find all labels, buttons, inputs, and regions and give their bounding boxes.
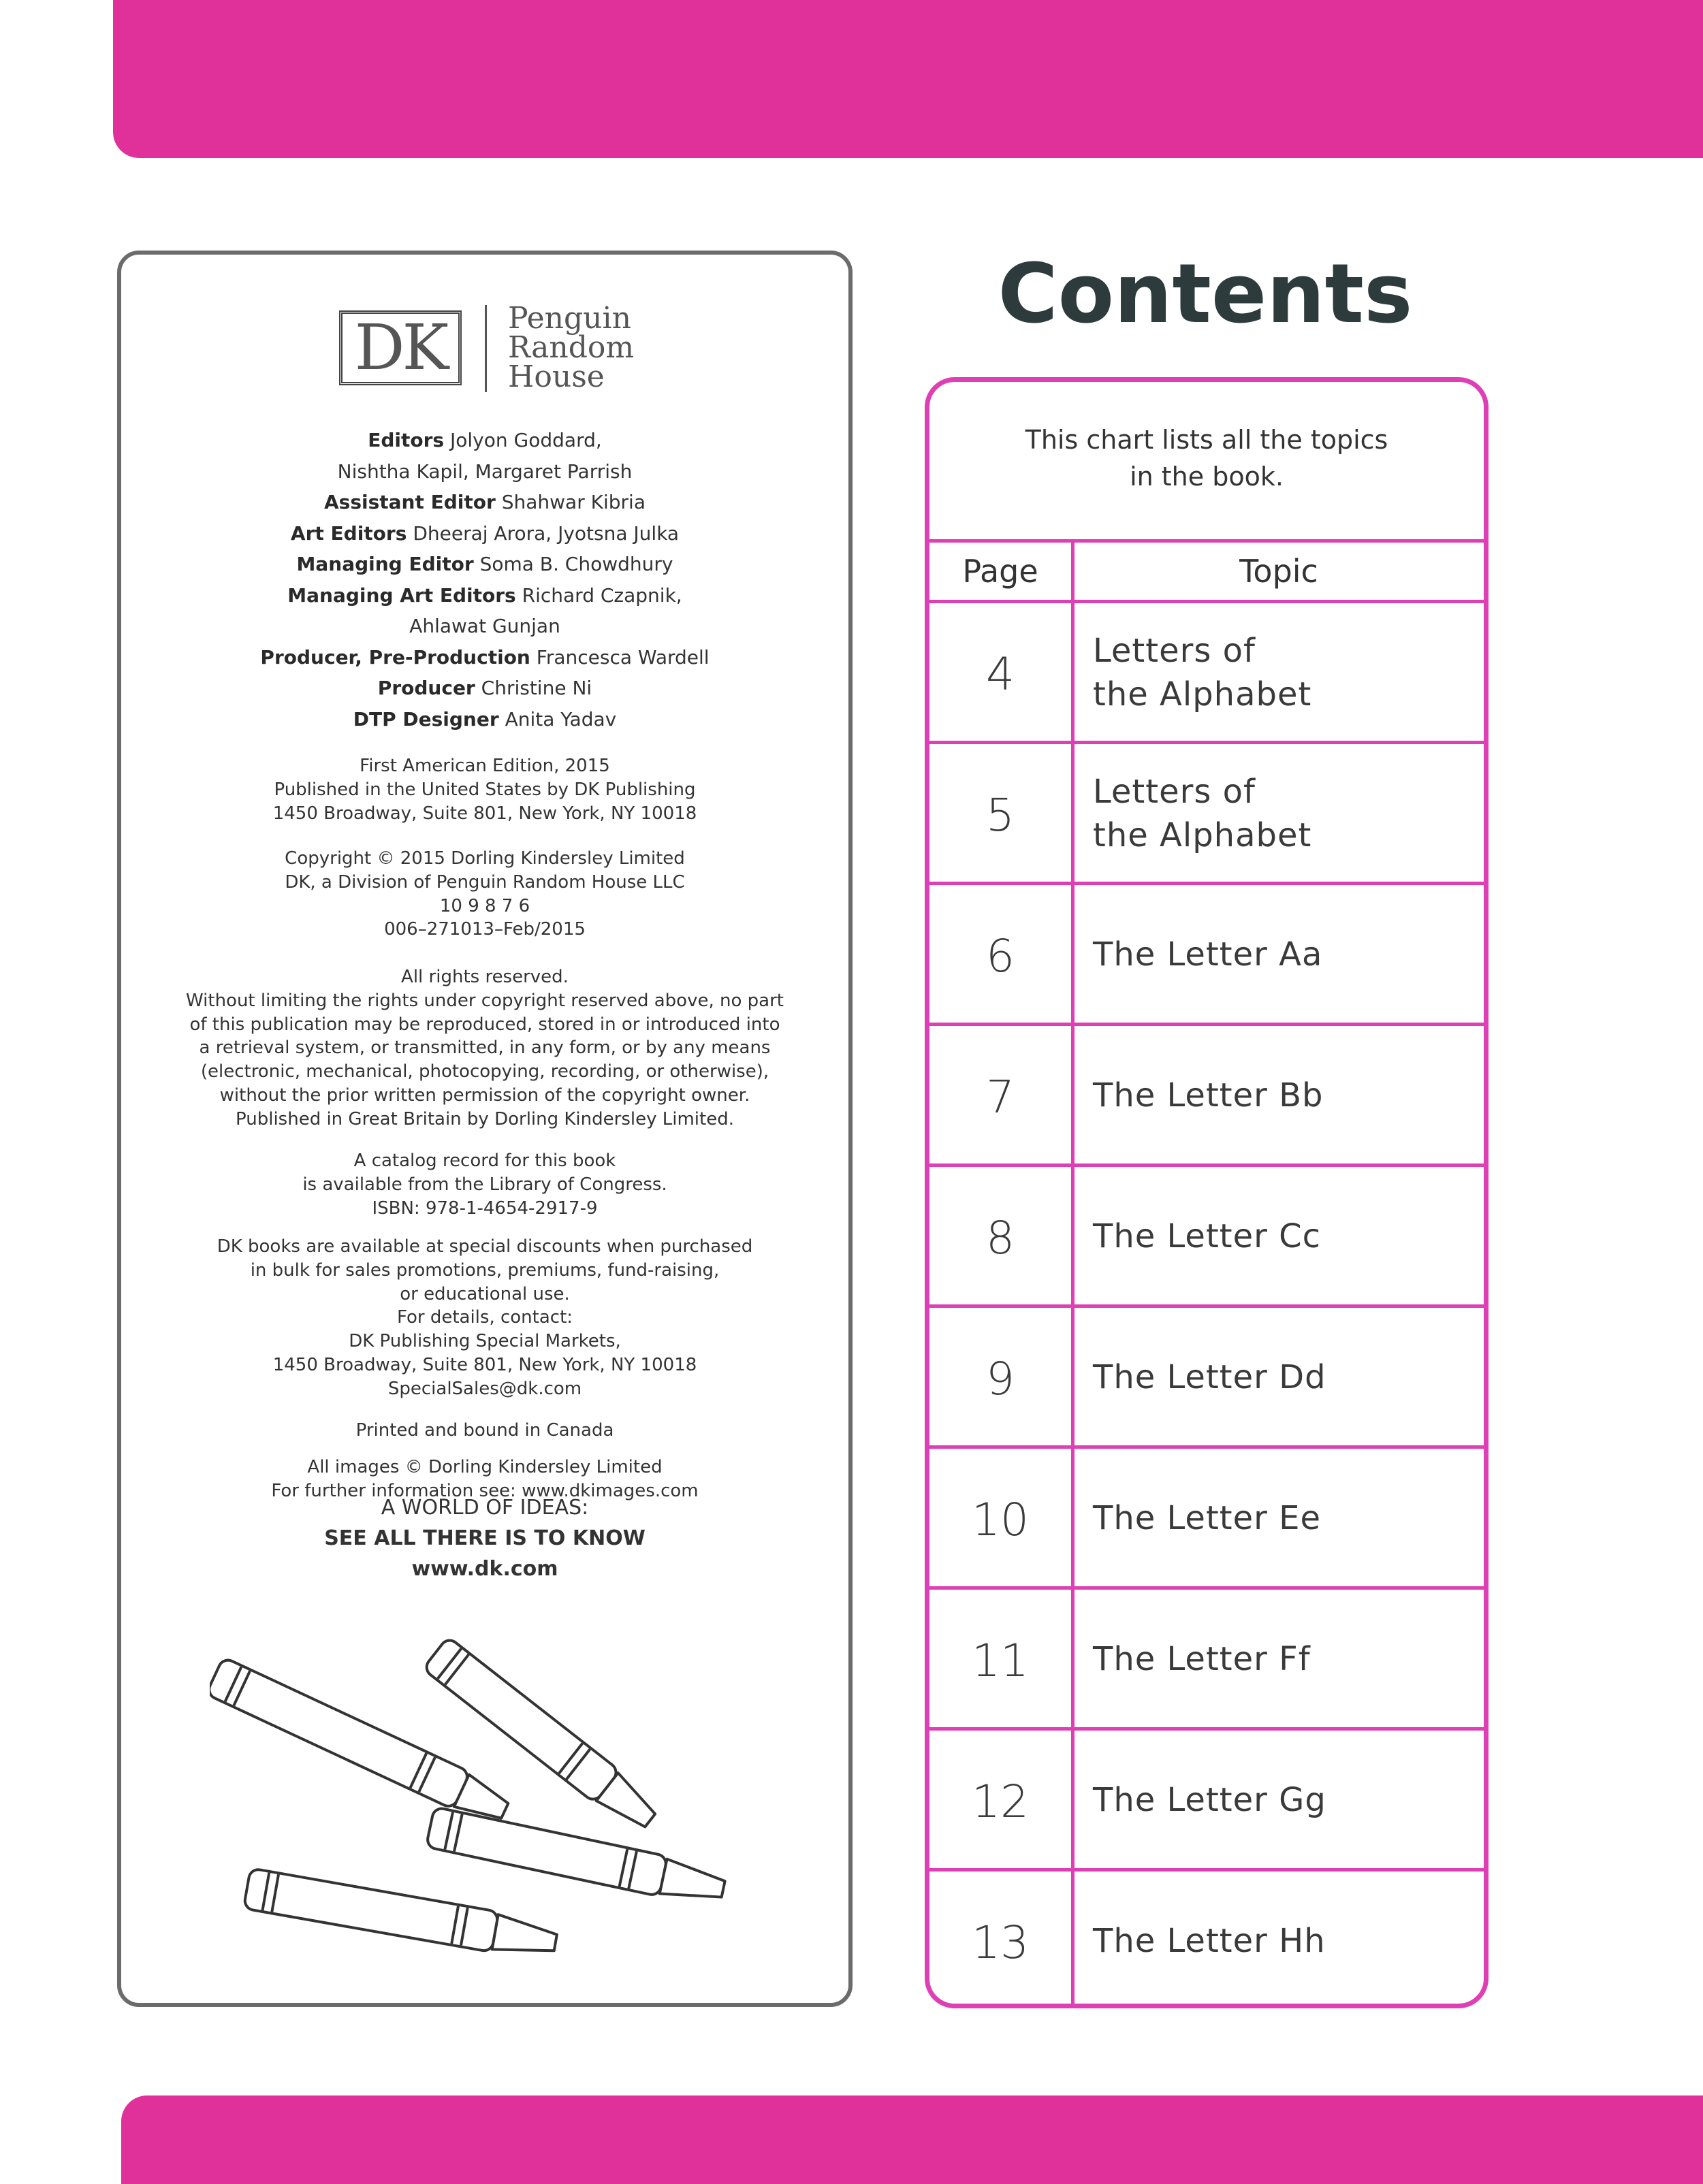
table-row: [929, 744, 1484, 882]
slogan-line: SEE ALL THERE IS TO KNOW: [324, 1526, 646, 1550]
header-topic: Topic: [1239, 553, 1318, 590]
prh-line: House: [508, 359, 605, 394]
row-topic: The Letter Ee: [1093, 1499, 1321, 1537]
table-row: [929, 1872, 1484, 2008]
rights-block: [121, 965, 848, 1131]
slogan-block: [121, 1492, 848, 1584]
rights-line: All rights reserved.: [401, 967, 569, 987]
copyright-block: [121, 847, 848, 942]
dk-logo: DK: [339, 310, 462, 385]
row-page: 5: [986, 789, 1015, 841]
row-page: 8: [986, 1212, 1015, 1264]
row-page: 4: [986, 648, 1015, 701]
edition-line: Published in the United States by DK Publishing: [274, 779, 696, 800]
rights-line: Without limiting the rights under copyright reserved above, no part: [186, 990, 784, 1011]
row-topic: The Letter Dd: [1093, 1358, 1326, 1396]
sales-line: DK Publishing Special Markets,: [349, 1331, 621, 1352]
printed-note: [121, 1419, 848, 1443]
copyright-line: 006–271013–Feb/2015: [384, 919, 586, 940]
sales-line: or educational use.: [400, 1283, 570, 1304]
edition-line: 1450 Broadway, Suite 801, New York, NY 10018: [272, 803, 697, 824]
page-title: Contents: [998, 247, 1413, 342]
table-row: [929, 1590, 1484, 1727]
row-topic: [1093, 770, 1474, 857]
table-row: [929, 1308, 1484, 1445]
images-line: All images © Dorling Kindersley Limited: [307, 1457, 663, 1477]
edition-block: [121, 754, 848, 825]
catalog-block: [121, 1149, 848, 1220]
credit-line: Ahlawat Gunjan: [409, 615, 560, 637]
credit-line: Art Editors Dheeraj Arora, Jyotsna Julka: [290, 521, 680, 545]
prh-logo: [508, 301, 635, 394]
catalog-line: is available from the Library of Congress.: [302, 1174, 667, 1195]
row-topic: The Letter Hh: [1093, 1922, 1326, 1960]
row-topic: The Letter Gg: [1093, 1781, 1326, 1819]
credit-line: DTP Designer Anita Yadav: [353, 707, 617, 730]
topic-line: the Alphabet: [1093, 816, 1312, 854]
rights-line: Published in Great Britain by Dorling Kindersley Limited.: [236, 1108, 734, 1129]
row-page: 9: [986, 1353, 1015, 1405]
sales-line: in bulk for sales promotions, premiums, fund-raising,: [250, 1259, 720, 1281]
credit-line: Nishtha Kapil, Margaret Parrish: [337, 460, 633, 483]
rights-line: (electronic, mechanical, photocopying, recording, or otherwise),: [200, 1061, 769, 1082]
row-page: 7: [986, 1071, 1015, 1123]
rights-line: of this publication may be reproduced, stored in or introduced into: [189, 1014, 780, 1035]
top-color-band: [113, 0, 1703, 158]
bottom-color-band: [121, 2095, 1703, 2184]
images-line: For further information see: www.dkimages.com: [271, 1480, 699, 1501]
table-row: [929, 1167, 1484, 1304]
sales-line: DK books are available at special discounts when purchased: [217, 1236, 753, 1257]
catalog-line: A catalog record for this book: [353, 1151, 616, 1171]
row-topic: [1093, 629, 1474, 716]
row-topic: The Letter Ff: [1093, 1640, 1311, 1678]
prh-line: Random: [508, 330, 635, 365]
intro-line: This chart lists all the topics: [1025, 425, 1388, 455]
table-intro: [929, 421, 1484, 495]
credit-line: Producer, Pre-Production Francesca Wardell: [260, 645, 710, 669]
dk-url-link[interactable]: www.dk.com: [411, 1557, 558, 1581]
table-row: [929, 885, 1484, 1023]
table-row: [929, 1449, 1484, 1586]
logo-divider: [485, 305, 487, 392]
row-page: 12: [972, 1776, 1029, 1828]
table-row: [929, 1026, 1484, 1163]
catalog-line: ISBN: 978-1-4654-2917-9: [372, 1198, 598, 1219]
intro-line: in the book.: [1130, 462, 1284, 492]
credit-line: Managing Editor Soma B. Chowdhury: [296, 553, 673, 575]
sales-line: For details, contact:: [396, 1307, 573, 1328]
row-page: 6: [986, 930, 1015, 982]
topic-line: Letters of: [1093, 632, 1256, 670]
printed-line: Printed and bound in Canada: [355, 1420, 614, 1441]
prh-line: Penguin: [508, 301, 631, 336]
crayons-illustration: [210, 1630, 795, 1970]
copyright-line: Copyright © 2015 Dorling Kindersley Limited: [285, 848, 685, 869]
rights-line: a retrieval system, or transmitted, in any form, or by any means: [199, 1038, 771, 1059]
row-topic: The Letter Cc: [1093, 1217, 1322, 1255]
slogan-line: A WORLD OF IDEAS:: [381, 1496, 589, 1520]
row-page: 10: [972, 1494, 1029, 1546]
sales-line: 1450 Broadway, Suite 801, New York, NY 10018: [272, 1354, 697, 1375]
copyright-line: DK, a Division of Penguin Random House LLC: [285, 871, 685, 893]
contents-table: [925, 377, 1489, 2008]
header-page: Page: [962, 553, 1038, 590]
topic-line: Letters of: [1093, 773, 1256, 811]
credits-panel: [117, 251, 853, 2007]
credit-line: Producer Christine Ni: [377, 677, 592, 699]
sales-block: [121, 1235, 848, 1401]
topic-line: the Alphabet: [1093, 675, 1312, 713]
edition-line: First American Edition, 2015: [360, 756, 610, 776]
credits-list: [121, 425, 848, 735]
publisher-logo: [339, 301, 652, 399]
rights-line: without the prior written permission of the copyright owner.: [219, 1085, 750, 1106]
table-row: [929, 1731, 1484, 1868]
credit-line: Editors Jolyon Goddard,: [368, 429, 602, 451]
table-row: [929, 603, 1484, 741]
row-page: 13: [972, 1916, 1029, 1969]
copyright-line: 10 9 8 7 6: [439, 895, 530, 916]
credit-line: Assistant Editor Shahwar Kibria: [324, 491, 646, 513]
row-topic: The Letter Bb: [1093, 1076, 1324, 1114]
row-page: 11: [972, 1635, 1029, 1687]
row-topic: The Letter Aa: [1093, 935, 1323, 974]
credit-line: Managing Art Editors Richard Czapnik,: [287, 583, 682, 607]
sales-line: SpecialSales@dk.com: [387, 1378, 582, 1399]
